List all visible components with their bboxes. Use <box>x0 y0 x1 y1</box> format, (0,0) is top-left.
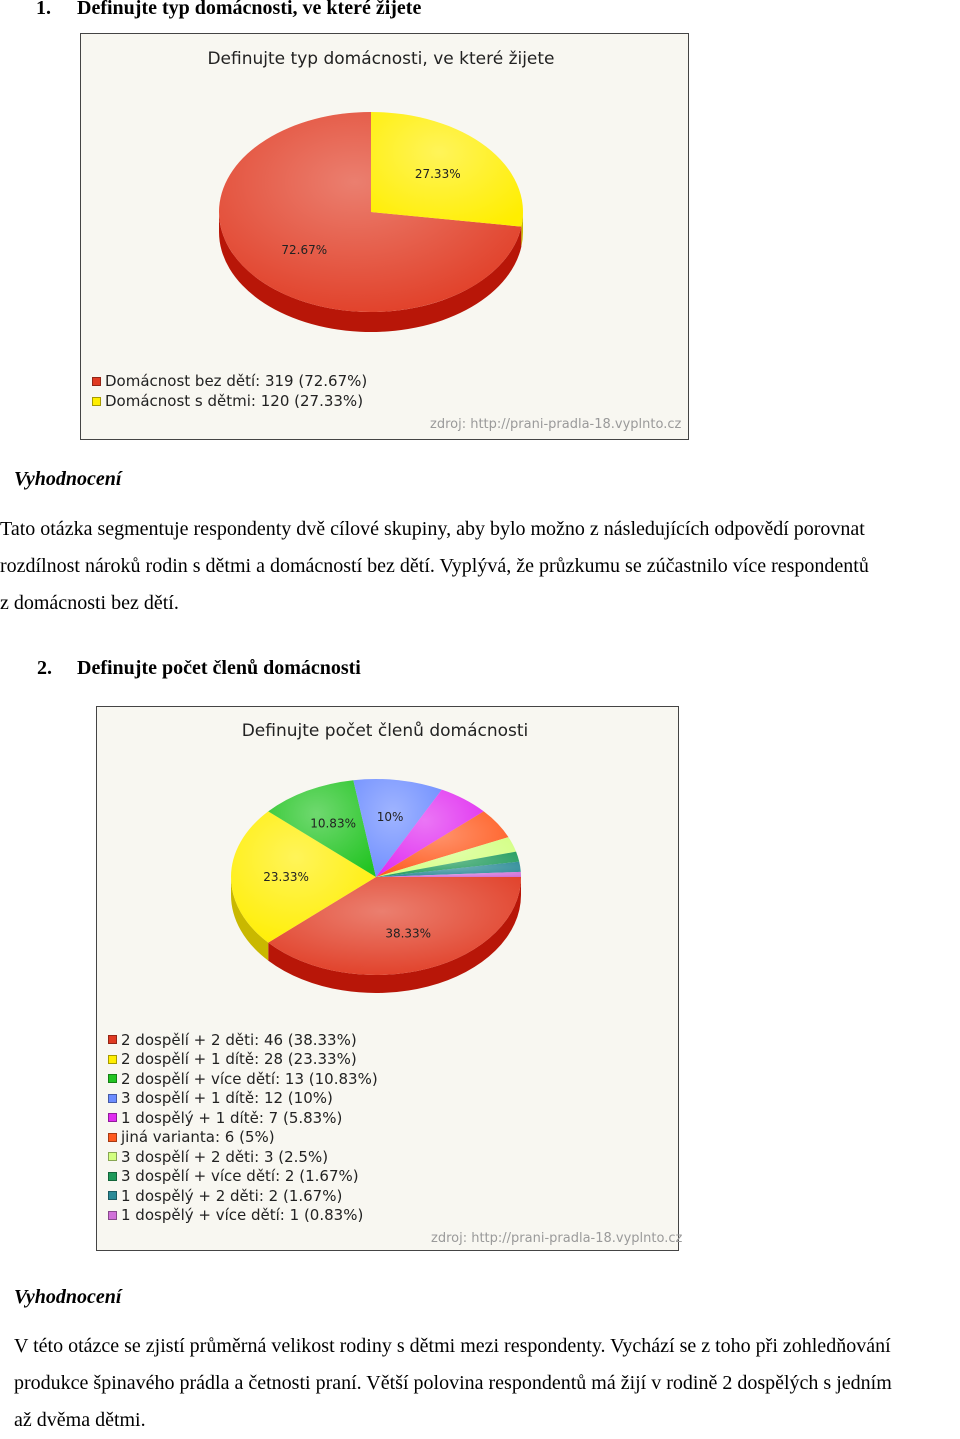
pie-slice-label-1: 27.33% <box>414 167 461 182</box>
chart-household-type <box>80 33 689 440</box>
legend-label: 2 dospělí + 1 dítě: 28 (23.33%) <box>121 1050 357 1069</box>
legend-item <box>92 391 367 411</box>
q2-eval-paragraph <box>14 1328 892 1439</box>
legend-label: Domácnost s dětmi: 120 (27.33%) <box>105 392 364 410</box>
legend-swatch <box>108 1055 117 1064</box>
q2-eval-line: V této otázce se zjistí průměrná velikost rodiny s dětmi mezi respondenty. Vychází se z toho při zohledňování <box>14 1335 891 1357</box>
q1-eval-line: z domácnosti bez dětí. <box>0 592 179 614</box>
q2-eval-heading: Vyhodnocení <box>14 1286 122 1308</box>
chart-legend <box>108 1030 378 1225</box>
q1-eval-line: rozdílnost nároků rodin s dětmi a domácností bez dětí. Vyplývá, že průzkumu se zúčastnilo více respondentů <box>0 555 869 577</box>
q1-heading-number: 1. <box>36 0 51 19</box>
legend-item <box>108 1128 378 1148</box>
chart-legend <box>92 371 367 411</box>
legend-item <box>108 1147 378 1167</box>
legend-item <box>108 1206 378 1226</box>
legend-swatch <box>92 377 101 386</box>
legend-swatch <box>108 1113 117 1122</box>
q2-eval-line: produkce špinavého prádla a četnosti praní. Větší polovina respondentů má žijí v rodině 2 dospělých s jedním <box>14 1372 892 1394</box>
q2-eval-line: až dvěma dětmi. <box>14 1409 146 1431</box>
legend-label: 3 dospělí + 2 děti: 3 (2.5%) <box>121 1147 329 1166</box>
pie-slice-label-0: 38.33% <box>385 926 432 941</box>
legend-item <box>108 1108 378 1128</box>
legend-item <box>108 1186 378 1206</box>
legend-swatch <box>108 1133 117 1142</box>
legend-item <box>108 1167 378 1187</box>
legend-item <box>92 371 367 391</box>
pie-slice-label-3: 10% <box>376 809 404 824</box>
chart-source: zdroj: http://prani-pradla-18.vyplnto.cz <box>430 417 682 432</box>
legend-label: 2 dospělí + více dětí: 13 (10.83%) <box>121 1069 378 1088</box>
legend-label: 3 dospělí + 1 dítě: 12 (10%) <box>121 1089 333 1108</box>
legend-label: 1 dospělý + více dětí: 1 (0.83%) <box>121 1206 364 1225</box>
chart-title: Definujte počet členů domácnosti <box>241 721 529 741</box>
chart-household-size <box>96 706 683 1251</box>
legend-swatch <box>108 1094 117 1103</box>
legend-swatch <box>108 1211 117 1220</box>
pie-slice-label-0: 72.67% <box>281 242 328 257</box>
q2-heading-text: Definujte počet členů domácnosti <box>77 657 361 679</box>
legend-swatch <box>108 1074 117 1083</box>
q1-heading <box>36 0 421 20</box>
legend-swatch <box>92 397 101 406</box>
q2-heading-number: 2. <box>37 657 52 679</box>
legend-label: 3 dospělí + více dětí: 2 (1.67%) <box>121 1167 359 1186</box>
legend-item <box>108 1089 378 1109</box>
legend-swatch <box>108 1172 117 1181</box>
q1-eval-line: Tato otázka segmentuje respondenty dvě cílové skupiny, aby bylo možno z následujících odpovědí porovnat <box>0 518 865 540</box>
pie-slice-label-1: 23.33% <box>263 870 309 884</box>
legend-swatch <box>108 1152 117 1161</box>
legend-item <box>108 1069 378 1089</box>
q1-heading-text: Definujte typ domácnosti, ve které žijete <box>77 0 422 19</box>
legend-item <box>108 1030 378 1050</box>
q1-eval-heading: Vyhodnocení <box>14 468 122 490</box>
legend-swatch <box>108 1191 117 1200</box>
legend-label: Domácnost bez dětí: 319 (72.67%) <box>105 372 368 390</box>
chart-source: zdroj: http://prani-pradla-18.vyplnto.cz <box>431 1231 683 1246</box>
chart-title: Definujte typ domácnosti, ve které žijete <box>207 49 555 69</box>
q2-heading <box>37 656 361 680</box>
legend-label: 1 dospělý + 2 děti: 2 (1.67%) <box>121 1186 343 1205</box>
legend-swatch <box>108 1035 117 1044</box>
legend-item <box>108 1050 378 1070</box>
q1-eval-paragraph <box>0 511 869 622</box>
legend-label: 2 dospělí + 2 děti: 46 (38.33%) <box>121 1030 357 1049</box>
pie-slice-label-2: 10.83% <box>310 816 356 831</box>
legend-label: jiná varianta: 6 (5%) <box>121 1128 275 1147</box>
legend-label: 1 dospělý + 1 dítě: 7 (5.83%) <box>121 1108 343 1127</box>
